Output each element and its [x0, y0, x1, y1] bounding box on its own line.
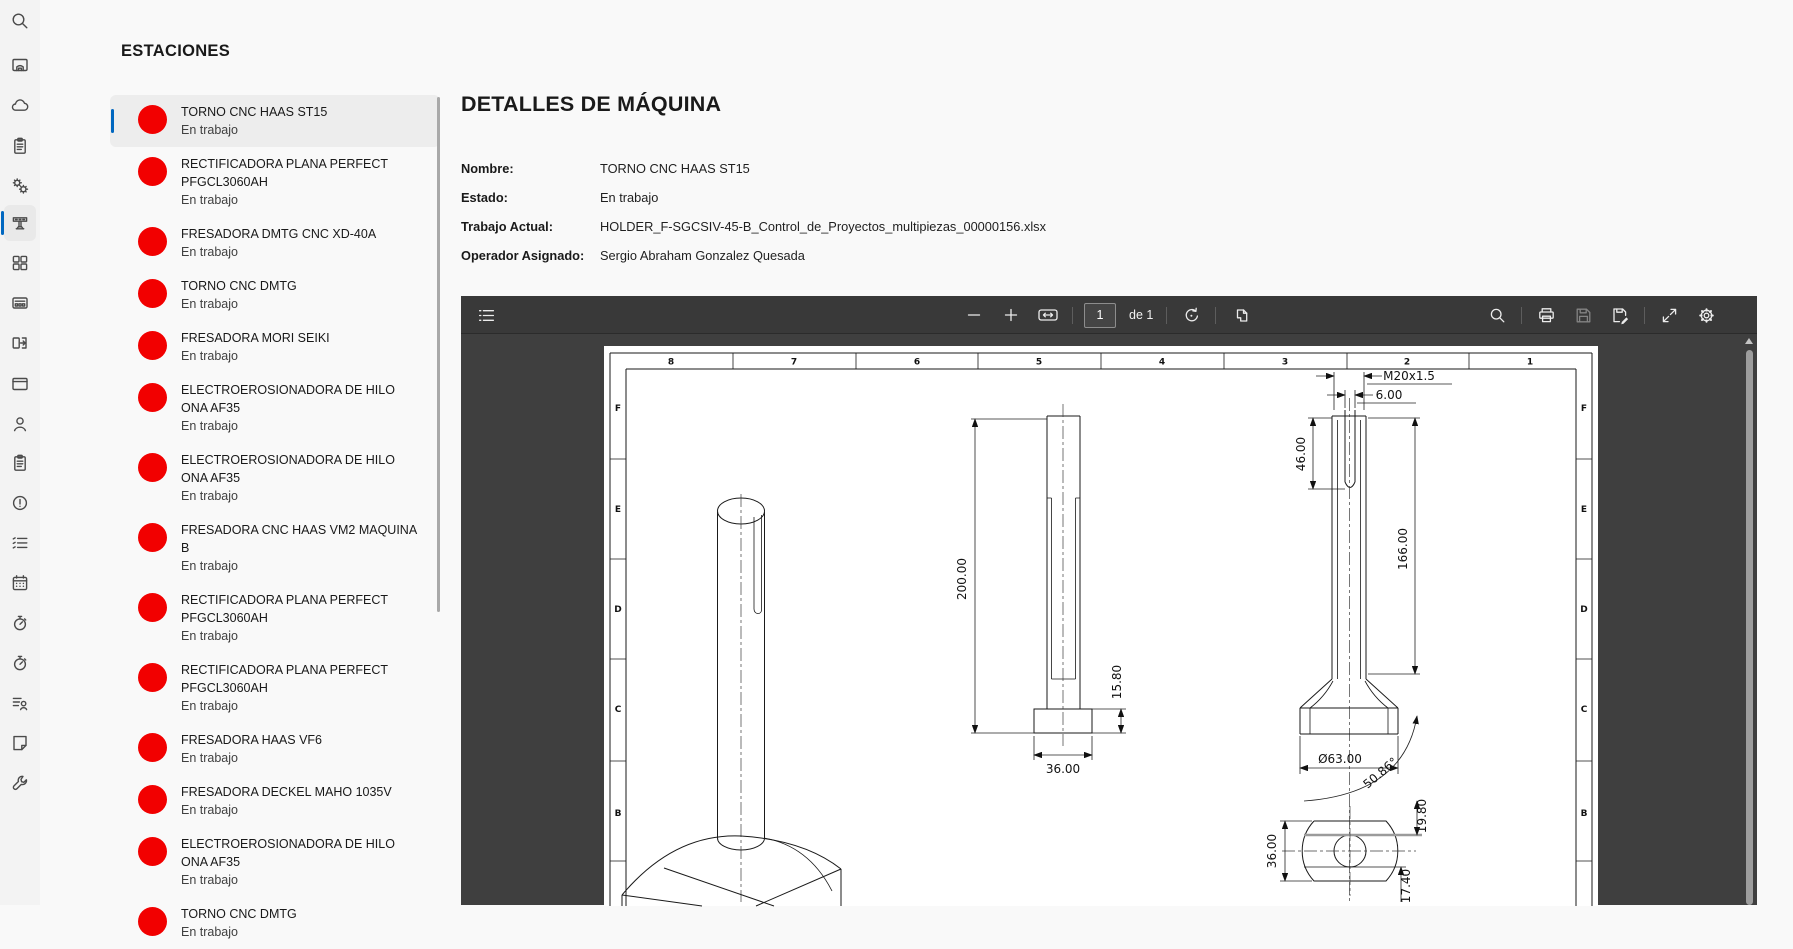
wrench-icon[interactable]: [4, 765, 36, 801]
person-icon[interactable]: [4, 406, 36, 442]
svg-text:C: C: [614, 705, 622, 715]
station-name: FRESADORA DMTG CNC XD-40A: [181, 227, 377, 241]
svg-text:B: B: [1580, 809, 1588, 819]
station-item[interactable]: [110, 827, 440, 897]
icon-rail: [0, 0, 40, 905]
svg-text:17.40: 17.40: [1399, 868, 1413, 904]
stopwatch-icon-2[interactable]: [4, 645, 36, 681]
svg-text:50.86°: 50.86°: [1360, 754, 1401, 792]
toc-icon[interactable]: [473, 302, 499, 328]
calendar-icon[interactable]: [4, 565, 36, 601]
page-number-input[interactable]: [1084, 303, 1116, 328]
station-status: En trabajo: [181, 297, 238, 311]
svg-text:1: 1: [1526, 357, 1534, 368]
note-icon[interactable]: [4, 725, 36, 761]
svg-text:36.00: 36.00: [1045, 762, 1081, 776]
status-dot: [138, 907, 167, 936]
station-item[interactable]: [110, 723, 440, 775]
station-item[interactable]: [110, 321, 440, 373]
rail-selection-indicator: [1, 211, 4, 235]
detail-row: [461, 212, 1046, 241]
svg-text:19.80: 19.80: [1415, 798, 1429, 834]
details-title: DETALLES DE MÁQUINA: [461, 92, 722, 116]
pdf-scrollbar[interactable]: [1742, 335, 1757, 905]
toolbar-separator: [1072, 307, 1073, 324]
drawing-frame: [610, 353, 1592, 906]
station-item[interactable]: [110, 269, 440, 321]
status-dot: [138, 453, 167, 482]
station-name: FRESADORA CNC HAAS VM2 MAQUINA B: [181, 523, 417, 555]
station-item[interactable]: [110, 373, 440, 443]
station-name: RECTIFICADORA PLANA PERFECT PFGCL3060AH: [181, 663, 388, 695]
machine-icon[interactable]: [4, 205, 36, 241]
station-item[interactable]: [110, 147, 440, 217]
clipboard-icon[interactable]: [4, 128, 36, 164]
detail-value: HOLDER_F-SGCSIV-45-B_Control_de_Proyectos_multipiezas_00000156.xlsx: [600, 219, 1046, 234]
svg-text:F: F: [614, 404, 622, 414]
status-dot: [138, 733, 167, 762]
station-item[interactable]: [110, 775, 440, 827]
alert-circle-icon[interactable]: [4, 485, 36, 521]
machine-details: [461, 154, 1046, 270]
station-name: TORNO CNC DMTG: [181, 907, 297, 921]
toolbar-separator: [1521, 307, 1522, 324]
svg-text:166.00: 166.00: [1396, 528, 1410, 570]
svg-text:4: 4: [1158, 357, 1166, 368]
svg-text:E: E: [1580, 505, 1588, 515]
services-gears-icon[interactable]: [4, 168, 36, 204]
search-icon[interactable]: [1484, 302, 1510, 328]
stations-title: ESTACIONES: [121, 42, 231, 60]
detail-row: [461, 241, 1046, 270]
status-dot: [138, 331, 167, 360]
svg-text:D: D: [614, 605, 622, 615]
detail-value: En trabajo: [600, 190, 659, 205]
search-icon[interactable]: [4, 3, 36, 39]
svg-text:8: 8: [667, 357, 675, 368]
detail-value: TORNO CNC HAAS ST15: [600, 161, 750, 176]
window-icon[interactable]: [4, 366, 36, 402]
station-status: En trabajo: [181, 559, 238, 573]
settings-gear-icon[interactable]: [1693, 302, 1719, 328]
status-dot: [138, 383, 167, 412]
scroll-up-icon[interactable]: [1745, 338, 1753, 344]
detail-label: Nombre:: [461, 161, 514, 176]
svg-text:36.00: 36.00: [1265, 833, 1279, 869]
station-item[interactable]: [110, 897, 440, 949]
station-status: En trabajo: [181, 193, 238, 207]
station-name: FRESADORA MORI SEIKI: [181, 331, 330, 345]
detail-row: [461, 154, 1046, 183]
status-dot: [138, 227, 167, 256]
drawing-page: [604, 346, 1598, 906]
svg-text:46.00: 46.00: [1294, 436, 1308, 472]
page-view-icon[interactable]: [1227, 302, 1253, 328]
svg-text:D: D: [1580, 605, 1588, 615]
detail-label: Trabajo Actual:: [461, 219, 553, 234]
zoom-out-icon[interactable]: [961, 302, 987, 328]
station-item[interactable]: [110, 583, 440, 653]
status-dot: [138, 785, 167, 814]
stations-scrollbar[interactable]: [437, 97, 440, 612]
station-status: En trabajo: [181, 419, 238, 433]
svg-text:6: 6: [913, 357, 921, 368]
stations-list: [110, 95, 440, 939]
station-name: RECTIFICADORA PLANA PERFECT PFGCL3060AH: [181, 157, 388, 189]
print-icon[interactable]: [1533, 302, 1559, 328]
toolbar-separator: [1644, 307, 1645, 324]
svg-text:M20x1.5: M20x1.5: [1383, 369, 1435, 383]
station-name: FRESADORA HAAS VF6: [181, 733, 323, 747]
detail-value: Sergio Abraham Gonzalez Quesada: [600, 248, 805, 263]
fit-width-icon[interactable]: [1035, 302, 1061, 328]
svg-text:F: F: [1580, 404, 1588, 414]
status-dot: [138, 105, 167, 134]
rotate-icon[interactable]: [1178, 302, 1204, 328]
save-as-icon[interactable]: [1607, 302, 1633, 328]
detail-label: Estado:: [461, 190, 508, 205]
pdf-viewer: [461, 296, 1757, 905]
svg-text:5: 5: [1035, 357, 1043, 368]
status-dot: [138, 279, 167, 308]
clipboard-icon-2[interactable]: [4, 445, 36, 481]
status-dot: [138, 663, 167, 692]
svg-text:2: 2: [1403, 357, 1411, 368]
station-status: En trabajo: [181, 123, 238, 137]
station-name: TORNO CNC HAAS ST15: [181, 105, 328, 119]
control-panel-icon[interactable]: [4, 285, 36, 321]
zoom-in-icon[interactable]: [998, 302, 1024, 328]
svg-text:3: 3: [1281, 357, 1289, 368]
scrollbar-thumb[interactable]: [1746, 350, 1753, 905]
station-status: En trabajo: [181, 925, 238, 939]
isometric-view: [622, 494, 841, 906]
svg-text:7: 7: [790, 357, 798, 368]
station-status: En trabajo: [181, 803, 238, 817]
svg-text:15.80: 15.80: [1110, 664, 1124, 700]
front-view: [955, 404, 1126, 776]
people-list-icon[interactable]: [4, 685, 36, 721]
status-dot: [138, 837, 167, 866]
station-name: ELECTROEROSIONADORA DE HILO ONA AF35: [181, 837, 395, 869]
status-dot: [138, 157, 167, 186]
detail-row: [461, 183, 1046, 212]
home-project-icon[interactable]: [4, 47, 36, 83]
svg-text:200.00: 200.00: [955, 558, 969, 600]
station-name: TORNO CNC DMTG: [181, 279, 297, 293]
station-status: En trabajo: [181, 751, 238, 765]
svg-text:Ø63.00: Ø63.00: [1318, 752, 1362, 766]
task-list-icon[interactable]: [4, 525, 36, 561]
page-count-label: de 1: [1129, 308, 1154, 322]
svg-text:6.00: 6.00: [1375, 388, 1403, 402]
toolbar-separator: [1215, 307, 1216, 324]
station-status: En trabajo: [181, 245, 238, 259]
cloud-icon[interactable]: [4, 88, 36, 124]
station-status: En trabajo: [181, 349, 238, 363]
station-item[interactable]: [110, 513, 440, 583]
svg-text:C: C: [1580, 705, 1588, 715]
station-status: En trabajo: [181, 873, 238, 887]
status-dot: [138, 523, 167, 552]
station-name: FRESADORA DECKEL MAHO 1035V: [181, 785, 392, 799]
station-status: En trabajo: [181, 629, 238, 643]
station-name: ELECTROEROSIONADORA DE HILO ONA AF35: [181, 453, 395, 485]
swap-icon[interactable]: [4, 325, 36, 361]
station-item[interactable]: [110, 95, 440, 147]
expand-icon[interactable]: [1656, 302, 1682, 328]
station-status: En trabajo: [181, 489, 238, 503]
station-item[interactable]: [110, 653, 440, 723]
station-item[interactable]: [110, 443, 440, 513]
stopwatch-icon[interactable]: [4, 605, 36, 641]
toolbar-separator: [1166, 307, 1167, 324]
pdf-toolbar: [461, 296, 1757, 334]
grid-icon[interactable]: [4, 245, 36, 281]
status-dot: [138, 593, 167, 622]
station-name: ELECTROEROSIONADORA DE HILO ONA AF35: [181, 383, 395, 415]
station-name: RECTIFICADORA PLANA PERFECT PFGCL3060AH: [181, 593, 388, 625]
bottom-view: [1265, 799, 1429, 903]
svg-text:B: B: [614, 809, 622, 819]
pdf-document-area: [461, 335, 1757, 905]
station-status: En trabajo: [181, 699, 238, 713]
save-icon[interactable]: [1570, 302, 1596, 328]
station-item[interactable]: [110, 217, 440, 269]
svg-text:E: E: [614, 505, 622, 515]
detail-label: Operador Asignado:: [461, 248, 585, 263]
